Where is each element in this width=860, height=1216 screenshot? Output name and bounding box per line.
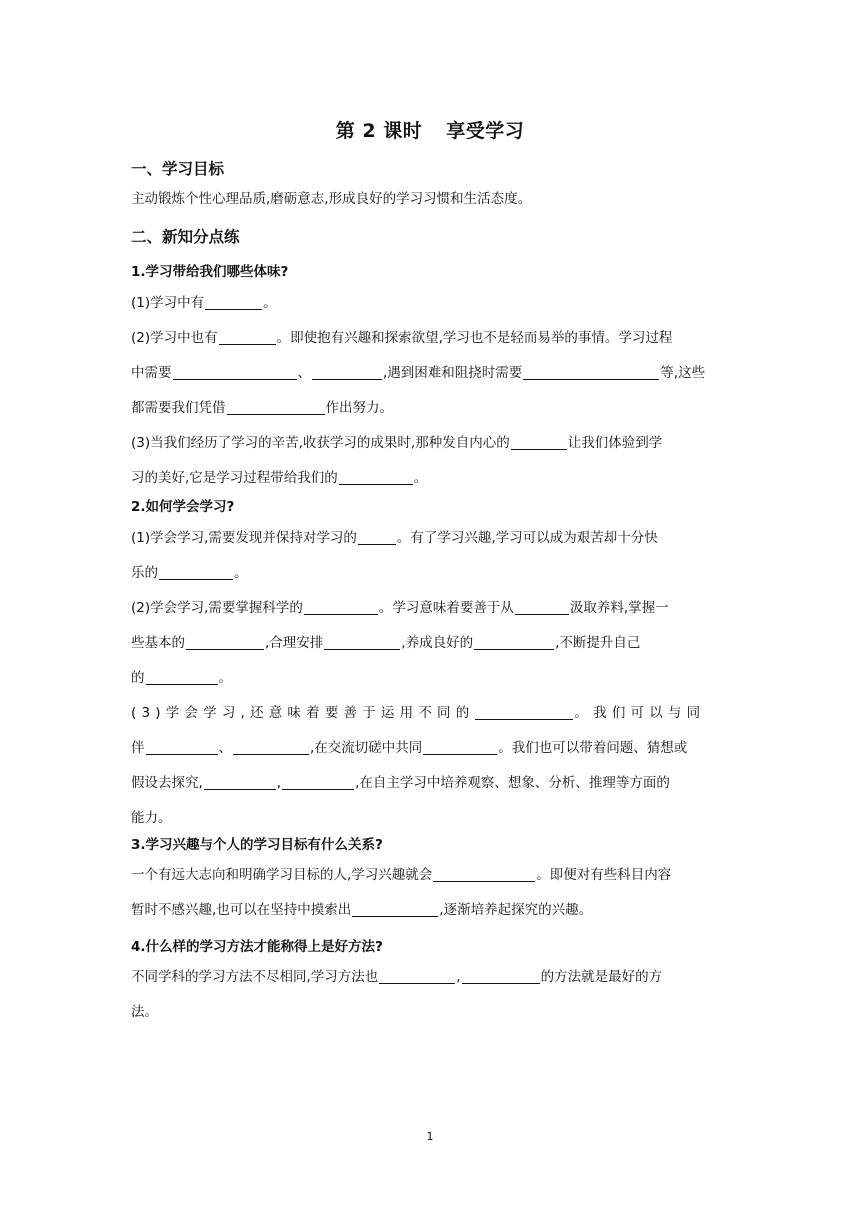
fill-blank: [433, 865, 535, 882]
section-heading-practice: 二、新知分点练: [131, 228, 240, 246]
fill-blank: [159, 563, 233, 580]
fill-blank: [204, 773, 276, 790]
fill-blank: [379, 967, 455, 984]
page-title: [0, 116, 860, 143]
fill-blank: [515, 598, 569, 615]
question-3-body: 一个有远大志向和明确学习目标的人,学习兴趣就会 。即便对有些科目内容 暂时不感兴趣,也可以在坚持中摸索出 ,逐渐培养起探究的兴趣。: [131, 867, 672, 918]
fill-blank: [358, 528, 396, 545]
fill-blank: [173, 363, 297, 380]
fill-blank: [227, 398, 325, 415]
fill-blank: [146, 668, 218, 685]
fill-blank: [219, 328, 276, 345]
title-lesson-name: 享受学习: [446, 120, 525, 142]
question-4-title: 4.什么样的学习方法才能称得上是好方法?: [131, 939, 383, 955]
goals-text: 主动锻炼个性心理品质,磨砺意志,形成良好的学习习惯和生活态度。: [131, 191, 532, 207]
question-4-body: 不同学科的学习方法不尽相同,学习方法也 , 的方法就是最好的方 法。: [131, 969, 663, 1020]
page-number: 1: [426, 1130, 434, 1143]
fill-blank: [282, 773, 354, 790]
fill-blank: [304, 598, 378, 615]
fill-blank: [312, 363, 382, 380]
question-2-body: (1)学会学习,需要发现并保持对学习的 。有了学习兴趣,学习可以成为艰苦却十分快 乐的 。 (2)学会学习,需要掌握科学的 。学习意味着要善于从 汲取养料,掌握一 些基本的 ,合理安排 ,养成良好的 ,不断提升自己 的 。 (3)学会学习,还意味着要善于运用不同的 。我们可以与同 伴 、 ,在交流切磋中共同 。我们也可以带着问题、猜想或 假设去探究, , ,在自主学习中培养观察、想象、分析、推理等方面的 能力。: [131, 530, 706, 826]
fill-blank: [423, 738, 497, 755]
fill-blank: [186, 633, 264, 650]
fill-blank: [475, 703, 573, 720]
question-3-title: 3.学习兴趣与个人的学习目标有什么关系?: [131, 837, 383, 853]
question-1-title: 1.学习带给我们哪些体味?: [131, 264, 289, 280]
question-1-body: (1)学习中有 。 (2)学习中也有 。即使抱有兴趣和探索欲望,学习也不是轻而易举的事情。学习过程 中需要 、 ,遇到困难和阻挠时需要 等,这些 都需要我们凭借 作出努力。 (3)当我们经历了学习的辛苦,收获学习的成果时,那种发自内心的 让我们体验到学 习的美好,它是学习过程带给我们的 。: [131, 295, 706, 486]
fill-blank: [474, 633, 554, 650]
fill-blank: [339, 468, 413, 485]
fill-blank: [233, 738, 309, 755]
fill-blank: [523, 363, 659, 380]
title-lesson-number: 第 2 课时: [335, 120, 423, 142]
fill-blank: [324, 633, 400, 650]
fill-blank: [146, 738, 218, 755]
question-2-title: 2.如何学会学习?: [131, 499, 235, 515]
fill-blank: [205, 293, 262, 310]
section-heading-goals: 一、学习目标: [131, 160, 225, 178]
fill-blank: [462, 967, 540, 984]
fill-blank: [352, 900, 438, 917]
fill-blank: [511, 433, 567, 450]
